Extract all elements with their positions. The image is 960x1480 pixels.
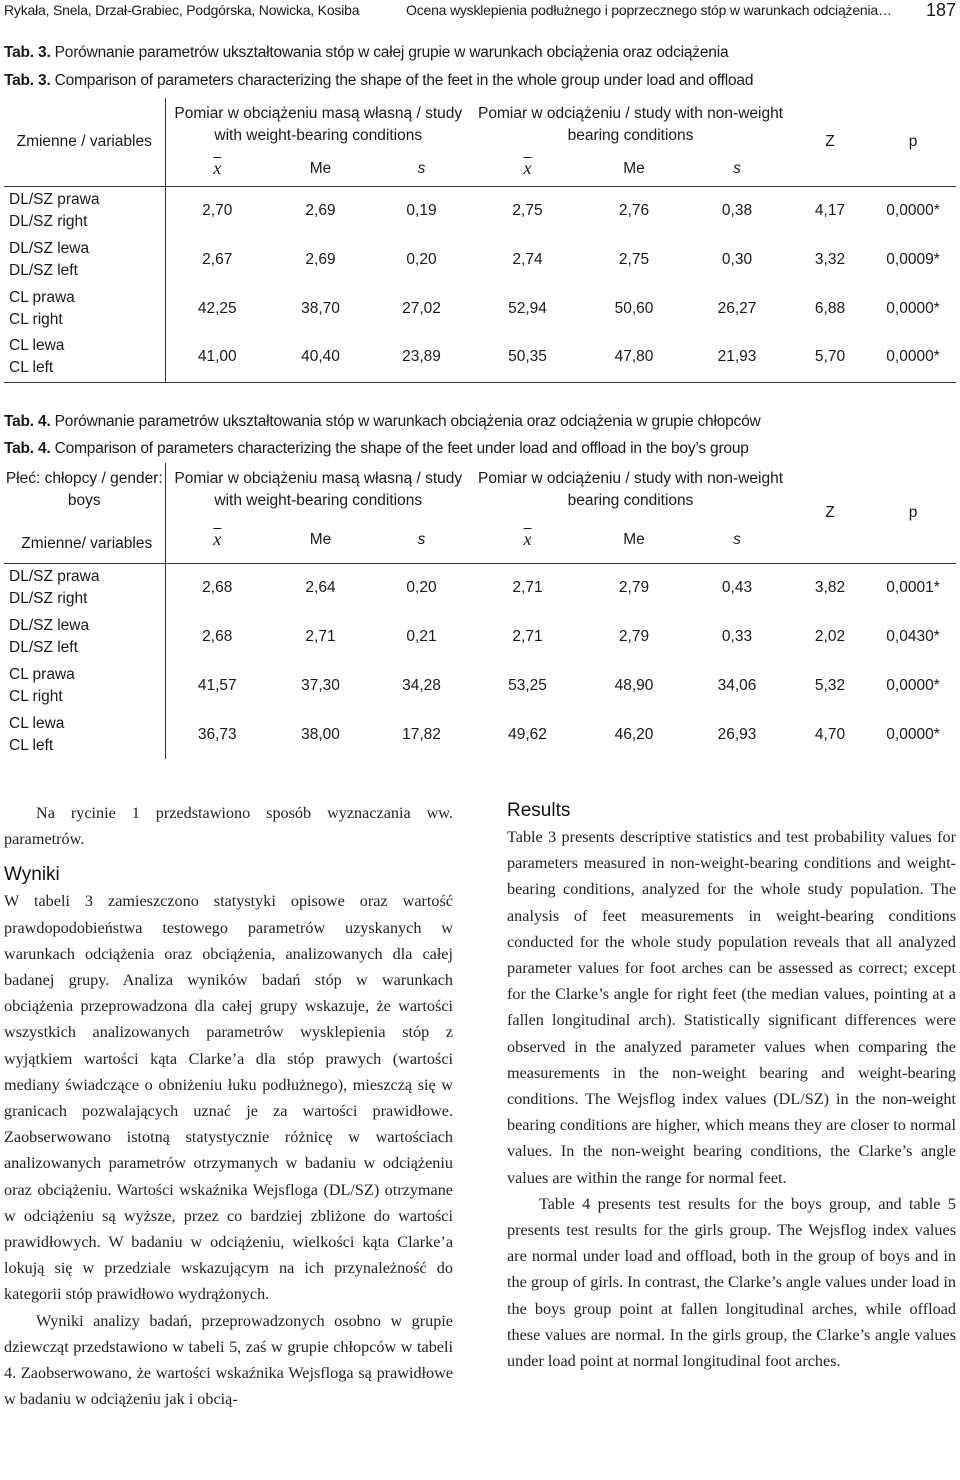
- table-cell: 0,20: [372, 563, 471, 612]
- left-paragraph-1: W tabeli 3 zamieszczono statystyki opisowe oraz wartość prawdopodobieństwa testowego parametrów uzyskanych w warunkach odciążenia oraz obciążenia, analizowanych dla całej badanej grupy. Analiza wyników badań stóp w warunkach obciążenia przeprowadzona dla całej grupy wskazuje, że wartości wszystkich analizowanych parametrów wysklepienia stóp z wyjątkiem wartości kąta Clarke’a dla stóp prawych (wartości mediany świadczące o obniżeniu łuku podłużnego), mieszczą się w granicach pozwalających uznać je za wartości prawidłowe. Zaobserwowano istotną statystycznie różnicę w wartościach analizowanych parametrów otrzymanych w badaniu w odciążeniu oraz obciążeniu. Wartości wskaźnika Wejsfloga (DL/SZ) otrzymane w odciążeniu są wyższe, przez co bardziej zbliżone do wartości prawidłowych. W badaniu w odciążeniu, wielkości kąta Clarke’a lokują się w przedziale wskazującym na ich przynależność do kategorii stóp prawidłowo wydrążonych.: [4, 892, 453, 1304]
- table-cell: 23,89: [402, 348, 441, 366]
- table-cell: 2,71: [305, 627, 336, 645]
- table3-group1-header: Pomiar w obciążeniu masą własną / study with weight-bearing conditions: [174, 105, 463, 144]
- table3-p-header: p: [908, 132, 918, 150]
- table-cell: 0,33: [721, 627, 753, 645]
- row-label-pl: DL/SZ prawa: [9, 567, 100, 585]
- table4-caption-pl-label: Tab. 4.: [4, 413, 51, 430]
- table-cell: 2,02: [814, 627, 846, 645]
- row-label-en: CL right: [9, 310, 63, 328]
- table-cell: 0,21: [406, 627, 437, 645]
- row-label-en: DL/SZ right: [9, 589, 88, 607]
- table-cell: 37,30: [301, 676, 340, 694]
- table-cell: 0,0000*: [886, 676, 940, 694]
- table4-group1-header: Pomiar w obciążeniu masą własną / study with weight-bearing conditions: [174, 470, 463, 509]
- table-cell: 5,70: [814, 348, 846, 366]
- page-number: 187: [925, 0, 956, 20]
- right-paragraph-2: Table 4 presents test results for the boys group, and table 5 presents test results for the girls group. The Wejsflog index values are normal under load and offload, both in the group of boys and in the group of girls. In contrast, the Clarke’s angle values under load in the boys group point at fallen longitudinal arches, while offload these values are normal. In the girls group, the Clarke’s angle values under load point at normal longitudinal foot arches.: [507, 1194, 956, 1371]
- table-cell: 0,20: [406, 250, 437, 268]
- table3-caption-en-text: Comparison of parameters characterizing the shape of the feet in the whole group under load and offload: [54, 72, 754, 89]
- row-label: [4, 186, 165, 235]
- table-cell: 0,30: [721, 250, 753, 268]
- left-section-heading: Wyniki: [4, 864, 60, 886]
- table4-caption-en-text: Comparison of parameters characterizing the shape of the feet under load and offload in the boy’s group: [54, 440, 749, 457]
- row-label: [4, 333, 165, 382]
- table-cell: 0,0000*: [886, 299, 940, 317]
- table-cell: 2,79: [618, 627, 650, 645]
- table3-median-header: Me: [309, 159, 332, 177]
- table-cell: 48,90: [614, 676, 654, 694]
- table4-sd-header: s: [733, 530, 741, 548]
- table-cell: 47,80: [614, 348, 654, 366]
- table-cell: 0,19: [372, 186, 471, 235]
- table-cell: 2,75: [618, 250, 650, 268]
- table-cell: 2,71: [512, 627, 543, 645]
- table-cell: 50,60: [614, 299, 654, 317]
- table-cell: 0,0009*: [886, 250, 940, 268]
- right-section-heading: Results: [507, 800, 571, 821]
- table-row: [4, 284, 956, 333]
- table-row: [4, 186, 956, 235]
- row-label-pl: DL/SZ prawa: [9, 190, 100, 208]
- table4-corner-label: Płeć: chłopcy / gender: boys: [4, 463, 165, 517]
- table-cell: 38,00: [301, 725, 340, 743]
- running-head-title: Ocena wysklepienia podłużnego i poprzecznego stóp w warunkach odciążenia…: [406, 2, 892, 18]
- table-cell: 4,17: [790, 186, 870, 235]
- table-cell: 2,70: [165, 186, 269, 235]
- table-cell: 50,35: [508, 348, 547, 366]
- table3: [4, 98, 956, 383]
- table-cell: 2,67: [202, 250, 233, 268]
- row-label-pl: CL lewa: [9, 714, 65, 732]
- running-head-authors: Rykała, Snela, Drzał-Grabiec, Podgórska, Nowicka, Kosiba: [4, 2, 360, 18]
- table-cell: 36,73: [197, 725, 237, 743]
- table-cell: 2,75: [471, 186, 584, 235]
- row-label: [4, 710, 165, 759]
- table-cell: 38,70: [301, 299, 340, 317]
- table4: [4, 463, 956, 759]
- table-cell: 52,94: [508, 299, 547, 317]
- table-cell: 40,40: [301, 348, 340, 366]
- row-label: [4, 612, 165, 661]
- table3-sd-header: s: [733, 159, 741, 177]
- table-cell: 0,0001*: [870, 563, 956, 612]
- table-cell: 41,00: [197, 348, 237, 366]
- table-cell: 0,38: [684, 186, 790, 235]
- table-cell: 46,20: [614, 725, 654, 743]
- table-row: [4, 563, 956, 612]
- table-row: [4, 333, 956, 382]
- row-label-pl: CL prawa: [9, 288, 75, 306]
- table-cell: 34,06: [717, 676, 757, 694]
- row-label: [4, 284, 165, 333]
- row-label: [4, 661, 165, 710]
- right-column: [507, 798, 956, 1374]
- table3-mean-header: $\overline{x}$: [213, 158, 222, 179]
- table-cell: 3,32: [814, 250, 846, 268]
- table-cell: 41,57: [197, 676, 237, 694]
- table-cell: 2,69: [269, 186, 372, 235]
- table4-group2-header: Pomiar w odciążeniu / study with non-weight bearing conditions: [478, 470, 783, 509]
- table-cell: 2,69: [305, 250, 336, 268]
- table-cell: 49,62: [508, 725, 547, 743]
- table-cell: 3,82: [790, 563, 870, 612]
- table-cell: 2,68: [202, 627, 233, 645]
- table-cell: 17,82: [402, 725, 441, 743]
- table-cell: 2,76: [584, 186, 684, 235]
- table3-caption-pl-text: Porównanie parametrów ukształtowania stóp w całej grupie w warunkach obciążenia oraz odciążenia: [54, 44, 729, 61]
- table-cell: 0,0000*: [870, 186, 956, 235]
- table-cell: 27,02: [402, 299, 441, 317]
- table4-mean-header: $\overline{x}$: [523, 529, 532, 550]
- left-intro-paragraph: Na rycinie 1 przedstawiono sposób wyznaczania ww. parametrów.: [4, 804, 453, 849]
- row-label-en: CL left: [9, 359, 54, 377]
- table4-caption-en-label: Tab. 4.: [4, 440, 51, 457]
- table3-sd-header: s: [417, 159, 426, 177]
- table3-mean-header: $\overline{x}$: [523, 158, 532, 179]
- right-paragraph-1: Table 3 presents descriptive statistics and test probability values for parameters measured in non-weight-bearing conditions and weight-bearing conditions, analyzed for the whole study population. The analysis of feet measurements in weight-bearing conditions conducted for the whole study population reveals that all analyzed parameter values for foot arches can be assessed as correct; except for the Clarke’s angle for right feet (the median values, pointing at a fallen longitudinal arch). Statistically significant differences were observed in the analyzed parameter values when comparing the measurements in the non-weight bearing and weight-bearing conditions. The Wejsflog index values (DL/SZ) in the non-weight bearing conditions are higher, which means they are closer to normal values. In the non-weight bearing conditions, the Clarke’s angle values are within the range for normal feet.: [507, 828, 956, 1187]
- table4-median-header: Me: [309, 530, 332, 548]
- table4-sd-header: s: [417, 530, 426, 548]
- left-paragraph-2: Wyniki analizy badań, przeprowadzonych osobno w grupie dziewcząt przedstawiono w tabeli 5, zaś w grupie chłopców w tabeli 4. Zaobserwowano, że wartości wskaźnika Wejsfloga są prawidłowe w badaniu w odciążeniu jak i obcią-: [4, 1311, 453, 1409]
- table-row: [4, 661, 956, 710]
- table-cell: 34,28: [402, 676, 441, 694]
- table-cell: 2,74: [512, 250, 543, 268]
- table3-median-header: Me: [623, 159, 645, 177]
- row-label-en: DL/SZ left: [9, 638, 78, 656]
- table-cell: 4,70: [814, 725, 846, 743]
- table-cell: 0,0430*: [886, 627, 940, 645]
- running-head: [4, 0, 956, 22]
- table4-variables-label: Zmienne/ variables: [4, 517, 165, 563]
- table3-caption-pl: [4, 44, 728, 62]
- row-label-pl: CL lewa: [9, 337, 65, 355]
- table-cell: 21,93: [717, 348, 757, 366]
- table-cell: 0,43: [684, 563, 790, 612]
- table3-caption-en: [4, 72, 753, 90]
- table4-caption-pl-text: Porównanie parametrów ukształtowania stóp w warunkach obciążenia oraz odciążenia w grupie chłopców: [54, 413, 761, 430]
- table3-z-header: Z: [825, 132, 835, 150]
- table-cell: 26,27: [717, 299, 757, 317]
- row-label-en: DL/SZ right: [9, 212, 88, 230]
- table4-median-header: Me: [623, 530, 645, 548]
- row-label: [4, 235, 165, 284]
- row-label-pl: DL/SZ lewa: [9, 239, 90, 257]
- table-cell: 42,25: [197, 299, 237, 317]
- table-row: [4, 235, 956, 284]
- row-label-en: CL left: [9, 736, 54, 754]
- table-cell: 2,79: [584, 563, 684, 612]
- table4-z-header: Z: [825, 503, 835, 521]
- table-cell: 5,32: [814, 676, 846, 694]
- table3-group2-header: Pomiar w odciążeniu / study with non-weight bearing conditions: [478, 105, 783, 144]
- table4-mean-header: $\overline{x}$: [213, 529, 222, 550]
- row-label-pl: DL/SZ lewa: [9, 616, 90, 634]
- table3-corner-label: Zmienne / variables: [4, 98, 165, 186]
- table4-caption-pl: [4, 413, 761, 431]
- table-cell: 2,64: [269, 563, 372, 612]
- table4-p-header: p: [908, 503, 918, 521]
- table-row: [4, 612, 956, 661]
- table-cell: 0,0000*: [886, 725, 940, 743]
- table-cell: 53,25: [508, 676, 547, 694]
- table3-caption-pl-label: Tab. 3.: [4, 44, 51, 61]
- row-label-en: DL/SZ left: [9, 261, 78, 279]
- table-cell: 0,0000*: [886, 348, 940, 366]
- row-label-pl: CL prawa: [9, 665, 75, 683]
- row-label-en: CL right: [9, 687, 63, 705]
- table-cell: 2,71: [471, 563, 584, 612]
- left-column: [4, 800, 453, 1412]
- table3-caption-en-label: Tab. 3.: [4, 72, 51, 89]
- table4-caption-en: [4, 440, 749, 458]
- table-cell: 2,68: [165, 563, 269, 612]
- table-cell: 6,88: [814, 299, 846, 317]
- row-label: [4, 563, 165, 612]
- table-cell: 26,93: [717, 725, 757, 743]
- table-row: [4, 710, 956, 759]
